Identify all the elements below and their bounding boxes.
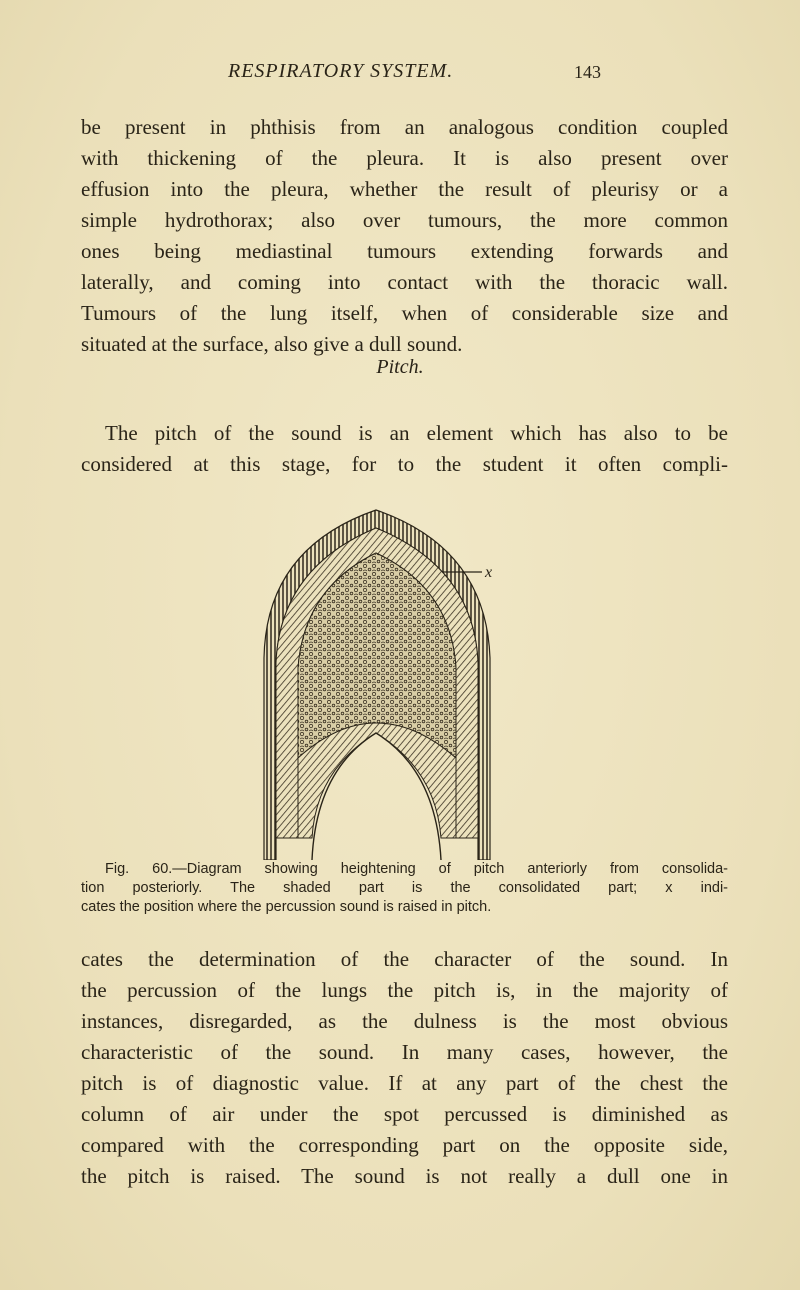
text-line: simple hydrothorax; also over tumours, the more common [81,208,728,232]
caption-line: Fig. 60.—Diagram showing heightening of pitch anteriorly from consolida- [105,861,728,877]
text-line: the pitch is raised. The sound is not really a dull one in [81,1164,728,1188]
lower-lung-arch [298,723,456,838]
section-heading: Pitch. [376,356,424,378]
page-header [0,60,800,90]
caption-line: cates the position where the percussion sound is raised in pitch. [81,899,492,915]
text-line: pitch is of diagnostic value. If at any part of the chest the [81,1071,728,1095]
text-line: compared with the corresponding part on the opposite side, [81,1133,728,1157]
text-line: the percussion of the lungs the pitch is, in the majority of [81,978,728,1002]
text-line: column of air under the spot percussed is diminished as [81,1102,728,1126]
text-line: characteristic of the sound. In many cases, however, the [81,1040,728,1064]
pitch-consolidation-diagram [246,508,506,860]
page-number: 143 [574,62,601,82]
text-line: be present in phthisis from an analogous condition coupled [81,115,728,139]
text-line: effusion into the pleura, whether the result of pleurisy or a [81,177,728,201]
text-line: instances, disregarded, as the dulness is the most obvious [81,1009,728,1033]
text-line: cates the determination of the character of the sound. In [81,947,728,971]
text-line: ones being mediastinal tumours extending forwards and [81,239,728,263]
text-line: Tumours of the lung itself, when of considerable size and [81,301,728,325]
text-line: laterally, and coming into contact with the thoracic wall. [81,270,728,294]
text-line: with thickening of the pleura. It is also present over [81,146,728,170]
text-line: The pitch of the sound is an element which has also to be [105,421,728,445]
running-head: RESPIRATORY SYSTEM. [228,60,454,82]
text-line: considered at this stage, for to the student it often compli- [81,452,728,476]
text-line: situated at the surface, also give a dull sound. [81,332,463,356]
position-label-x: x [485,564,493,581]
caption-line: tion posteriorly. The shaded part is the consolidated part; x indi- [81,880,728,896]
